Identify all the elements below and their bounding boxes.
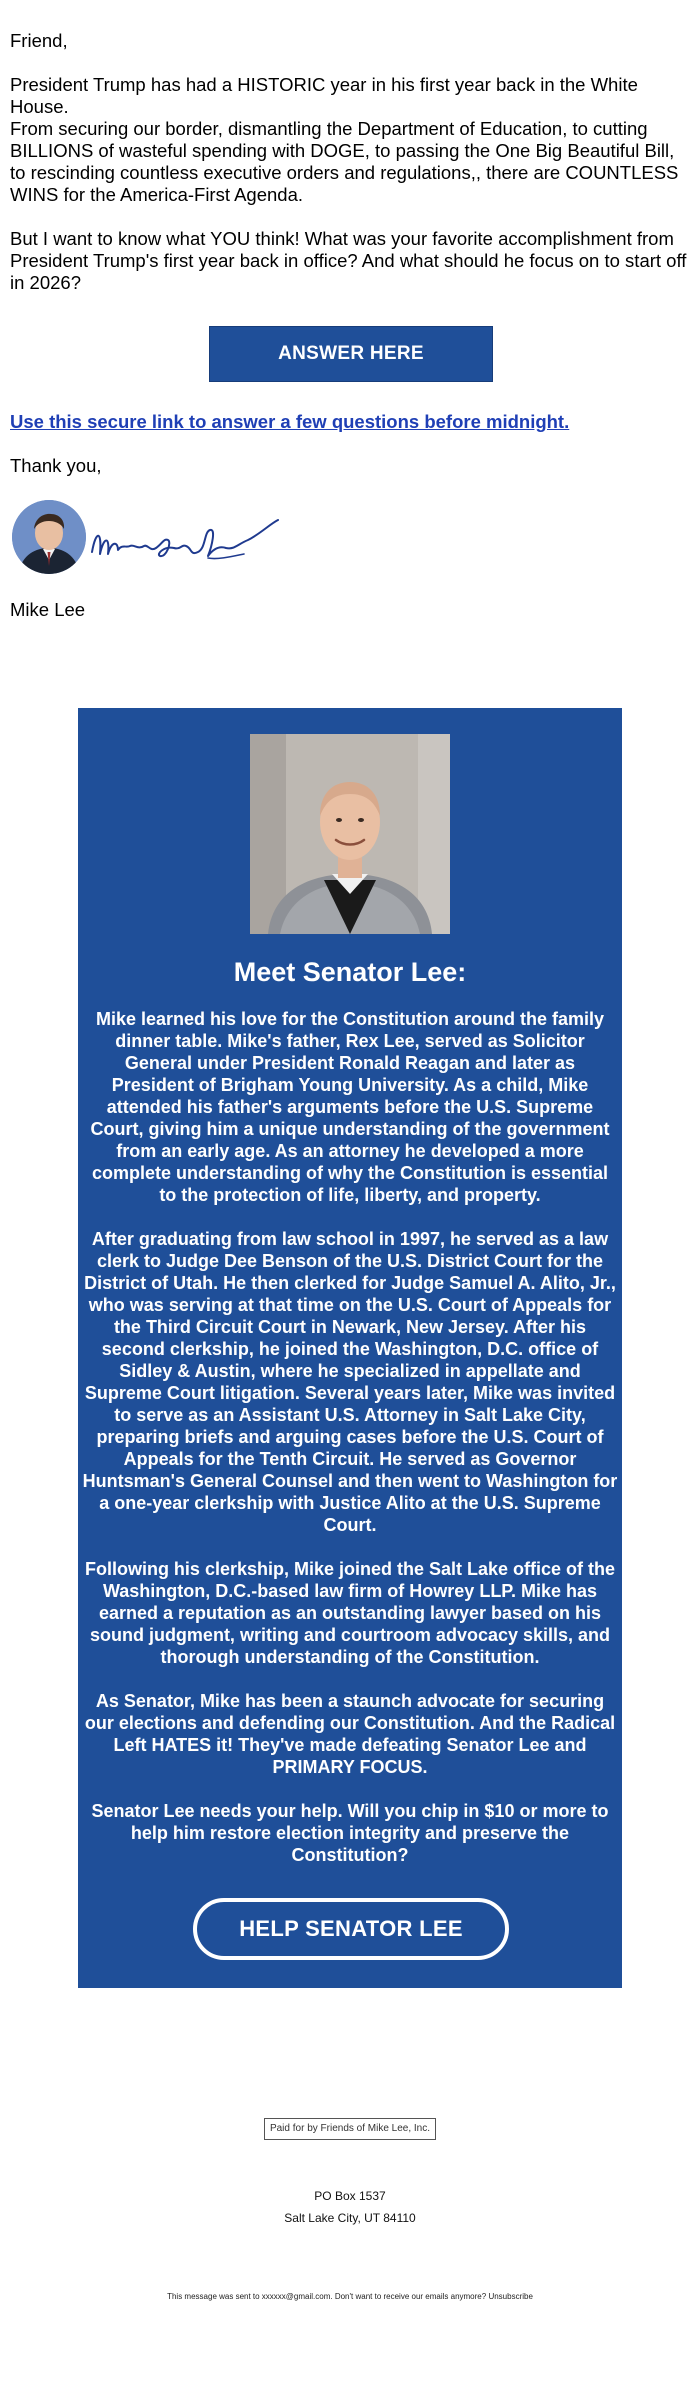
address-line-2: Salt Lake City, UT 84110 <box>284 2211 416 2225</box>
meet-senator-card <box>78 708 622 1988</box>
footer-notice <box>0 2292 700 2301</box>
paragraph-question: But I want to know what YOU think! What was your favorite accomplishment from President Trump's first year back in office? And what should he focus on to start off in 2026? <box>10 228 687 293</box>
bio-paragraph: As Senator, Mike has been a staunch advocate for securing our elections and defending our Constitution. And the Radical Left HATES it! They've made defeating Senator Lee and PRIMARY FOCUS. <box>84 1691 616 1777</box>
paragraph-wins: From securing our border, dismantling the Department of Education, to cutting BILLIONS of wasteful spending with DOGE, to passing the One Big Beautiful Bill, to rescinding countless executive orders and regulations,, there are COUNTLESS WINS for the America-First Agenda. <box>10 118 679 205</box>
bio-paragraph: After graduating from law school in 1997, he served as a law clerk to Judge Dee Benson of the U.S. District Court for the District of Utah. He then clerked for Judge Samuel A. Alito, Jr., who was serving at that time on the U.S. Court of Appeals for the Third Circuit Court in Newark, New Jersey. After his second clerkship, he joined the Washington, D.C. office of Sidley & Austin, where he specialized in appellate and Supreme Court litigation. Several years later, Mike was invited to serve as an Assistant U.S. Attorney in Salt Lake City, preparing briefs and arguing cases before the U.S. Court of Appeals for the Tenth Circuit. He served as Governor Huntsman's General Counsel and then went to Washington for a one-year clerkship with Justice Alito at the U.S. Supreme Court. <box>82 1229 618 1535</box>
greeting: Friend, <box>10 30 68 51</box>
bio-paragraph: Following his clerkship, Mike joined the Salt Lake office of the Washington, D.C.-based law firm of Howrey LLP. Mike has earned a reputation as an outstanding lawyer based on his sound judgment, writing and courtroom advocacy skills, and thorough understanding of the Constitution. <box>84 1559 616 1667</box>
secure-survey-link[interactable]: Use this secure link to answer a few questions before midnight. <box>10 411 570 432</box>
bio-paragraph: Senator Lee needs your help. Will you chip in $10 or more to help him restore election integrity and preserve the Constitution? <box>91 1801 609 1865</box>
address-line-1: PO Box 1537 <box>314 2189 386 2203</box>
signer-name: Mike Lee <box>10 599 86 620</box>
answer-here-button[interactable]: ANSWER HERE <box>209 326 493 382</box>
paid-for-disclaimer: Paid for by Friends of Mike Lee, Inc. <box>264 2118 436 2140</box>
bio-paragraph: Mike learned his love for the Constitution around the family dinner table. Mike's father, Rex Lee, served as Solicitor General under President Ronald Reagan and later as President of Brigham Young University. As a child, Mike attended his father's arguments before the U.S. Supreme Court, giving him a unique understanding of the government from an early age. As an attorney he developed a more complete understanding of why the Constitution is essential to the protection of life, liberty, and property. <box>90 1009 610 1205</box>
avatar <box>12 500 86 574</box>
help-senator-lee-button[interactable]: HELP SENATOR LEE <box>193 1898 509 1960</box>
signature-icon <box>88 500 284 578</box>
unsubscribe-link[interactable]: Unsubscribe <box>488 2292 533 2301</box>
paragraph-historic-year: President Trump has had a HISTORIC year in his first year back in the White House. <box>10 74 638 117</box>
footer-notice-text: This message was sent to xxxxxx@gmail.com. Don't want to receive our emails anymore? <box>167 2292 487 2301</box>
bio-title: Meet Senator Lee: <box>233 957 467 987</box>
senator-portrait <box>250 734 450 934</box>
closing-text: Thank you, <box>10 455 102 476</box>
